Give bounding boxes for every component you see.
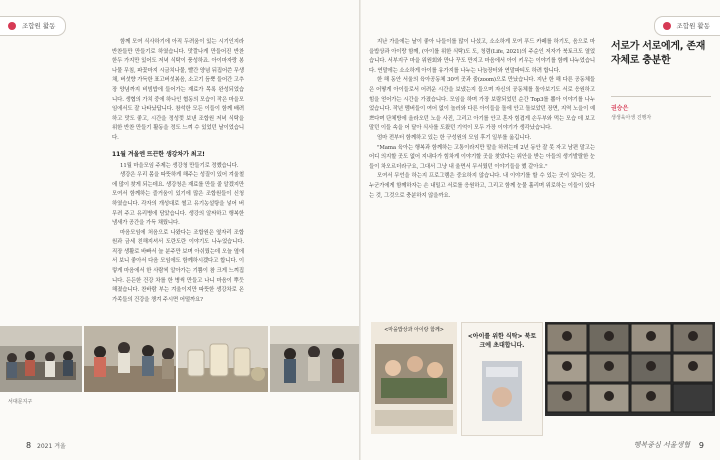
- section-tab-label: 조합원 활동: [22, 22, 56, 30]
- poster-event: [371, 322, 457, 434]
- poster2-title: <아이를 위한 식탁> 북토크에 초대합니다.: [467, 333, 537, 349]
- page-number: 8: [26, 441, 32, 450]
- section-tab-right: [654, 16, 720, 36]
- brand-text: 행복중심 서울생협: [633, 441, 690, 449]
- folio-right: [699, 441, 708, 450]
- section-tab-left: [0, 16, 66, 36]
- photo-caption: 서대문지구: [8, 399, 33, 405]
- right-text-column: [369, 38, 595, 201]
- paragraph: 엄마 전부터 함께하고 있는 한 구성원의 모임 후기 일부를 옮깁니다.: [377, 134, 532, 141]
- photo-zoom-meeting: [545, 322, 715, 416]
- author-role: 생생육아생 진행자: [611, 115, 652, 121]
- folio-left: [26, 441, 66, 450]
- subheading: 11월 겨울엔 뜨끈한 생강차가 최고!: [112, 150, 205, 158]
- divider: [611, 96, 711, 97]
- author-name: 권승은: [611, 105, 629, 112]
- photo-jars: [178, 326, 268, 392]
- pullquote-title: 서로가 서로에게, 존재 자체로 충분한: [611, 41, 706, 66]
- section-dot-icon: [663, 22, 671, 30]
- photo-group-meeting: [0, 326, 82, 392]
- photo-cooking: [84, 326, 176, 392]
- photo-participants: [270, 326, 359, 392]
- left-page: [0, 0, 359, 460]
- paragraph: 한 해 동안 서울의 육아공동체 30여 곳과 줌(zoom)으로 만났습니다. 지난 한 해 다른 공동체들은 어떻게 아이들로서 어려운 시간을 보냈는지 들으며 자신의 공동체를 돌아보기도 서로 응원하고 힘을 얻어가는 시간을 가졌습니다. 모임을 하며 가장 보람되었던 순간 Top3를 뽑아 이야기를 나누었습니다. 작년 맴버들이 여어 없이 놀러와 다른 아이들을 돌에 안고 돌보았던 장면, 지역 노을이 예쁘다며 단체방에 올라오던 노을 사진, 그리고 아기를 안고 혼자 힘겹게 손두부와 먹는 모습 데 보고 말던 이들 속을 어 달아 식사를 도왔던 기억이 모두 가장 이야기가 생각났습니다.: [369, 77, 595, 132]
- paragraph: 11월 마을모임 주제는 생강청 만들기로 정했습니다.: [120, 162, 239, 169]
- paragraph: 함께 모여 식사하기에 아직 두려움이 있는 시기인지라 반찬들만 만들기로 하였습니다. 맛깔나게 만들어진 반찬 한두 가지만 있어도 저녁 식탁이 풍성하죠. 아이마자랑 봉나물 무침, 파꽃마지 시금치나물, 빨간 양념 뒤집어쓴 무생채, 버섯향 가득한 표고버섯볶음, 소고기 듬뿍 들어간 고추장 양념까지 비빔밥에 들어가는 재료가 목록 완성되었습니다. 생협의 가치 중에 하나인 협동의 모습이 작은 마을모임에서도 잘 나타났답니다. 참석한 모든 이들이 함께 배려하고 맛도 좋고, 시간을 정성껏 보낸 조합원 저녁 식탁을 위한 반찬 만들기 활동을 정도 느껴 수 있었던 날이었습니다.: [112, 39, 244, 141]
- left-text-column: [112, 38, 244, 305]
- brand-logo: [634, 440, 690, 450]
- pullquote-box: [611, 40, 711, 121]
- paragraph: 모여서 무언을 하는지 프로그램은 중요하지 않습니다. 내 이야기를 할 수 있는 곳이 있다는 것, 누군가에게 함께하자는 손 내밀고 서로를 응원하고, 그리고 함께 눈물 흘리며 위로하는 이들이 있다는 것, 그것으로 충분하지 않을까요.: [369, 173, 595, 199]
- paragraph: 지난 가을에는 날이 좋아 나들이를 많이 나섰고, 소소하게 모여 푸드 카페를 하기도, 음으로 마을밥상과 아이랑 함께, (아이를 위한 식탁)도 도, 청렴(Life, 2021)의 주순인 저자가 북토크도 열었습니다. 서부지구 마을 위원회와 만나 꾸도 만지고 마음에서 아이 키우는 이야기를 함께 나누었습니다. 연말에는 소소하게 아이를 유가지를 나누는 나눔장터와 연말파티도 하려 합니다.: [369, 39, 595, 74]
- section-dot-icon: [8, 22, 16, 30]
- paragraph: "Mama 육아는 행복과 함께하는 고통이라지만 말을 하려는데 2년 동안 잘 못 자고 남편 말고는 어디 의지할 곳도 없어 지내다가 힘차게 이야기할 곳을 찾았다는 위안을 받는 아들의 생기발랄한 눈들이 차오르더라구요, 그대서 그냥 내 울면서 무서웠던 이야기들을 했 같아요.": [369, 144, 595, 170]
- right-page: [361, 0, 720, 460]
- poster-booktalk: [461, 322, 543, 436]
- issue-label: 2021 겨울: [37, 443, 66, 450]
- paragraph: 마음모임에 처음으로 나왔다는 조합원은 옆자리 조합원과 금세 친해지셔서 도란도란 이야기도 나누었습니다. 직장 생활로 바빠서 늘 분주만 보며 아쉬웠는데 오늘 옆에서 보니 좋아서 다음 모임에도 함께하시겠다고 합니다. 이렇게 마음에서 한 사람씩 알아가는 기쁨이 참 크게 느껴집니다. 든든한 건강 차를 한 병씩 만들고 나니 마음이 뿌듯해졌습니다. 찬바람 부는 겨울이지만 따뜻한 생강차로 온 가족들의 건강을 챙겨 주시면 어떨까요?: [112, 229, 244, 303]
- section-tab-label: 조합원 활동: [676, 22, 710, 30]
- poster1-text: <마을밥상과 아이랑 함께>: [384, 327, 444, 333]
- page-number: 9: [698, 441, 704, 450]
- paragraph: 생강은 우리 몸을 따뜻하게 해주는 성질이 있어 겨울철에 많이 찾게 되는데요. 생강청은 재료를 만들 줄 알겠지만 모여서 함께하는 즐거움이 있기에 많은 조합원들이 신청하였습니다. 각자의 개성대로 썰고 유기농설탕을 넣어 버무려 주고 유리병에 담았습니다. 생강의 알싸하고 행복한 냄새가 공간을 가득 채웠니다.: [112, 172, 244, 227]
